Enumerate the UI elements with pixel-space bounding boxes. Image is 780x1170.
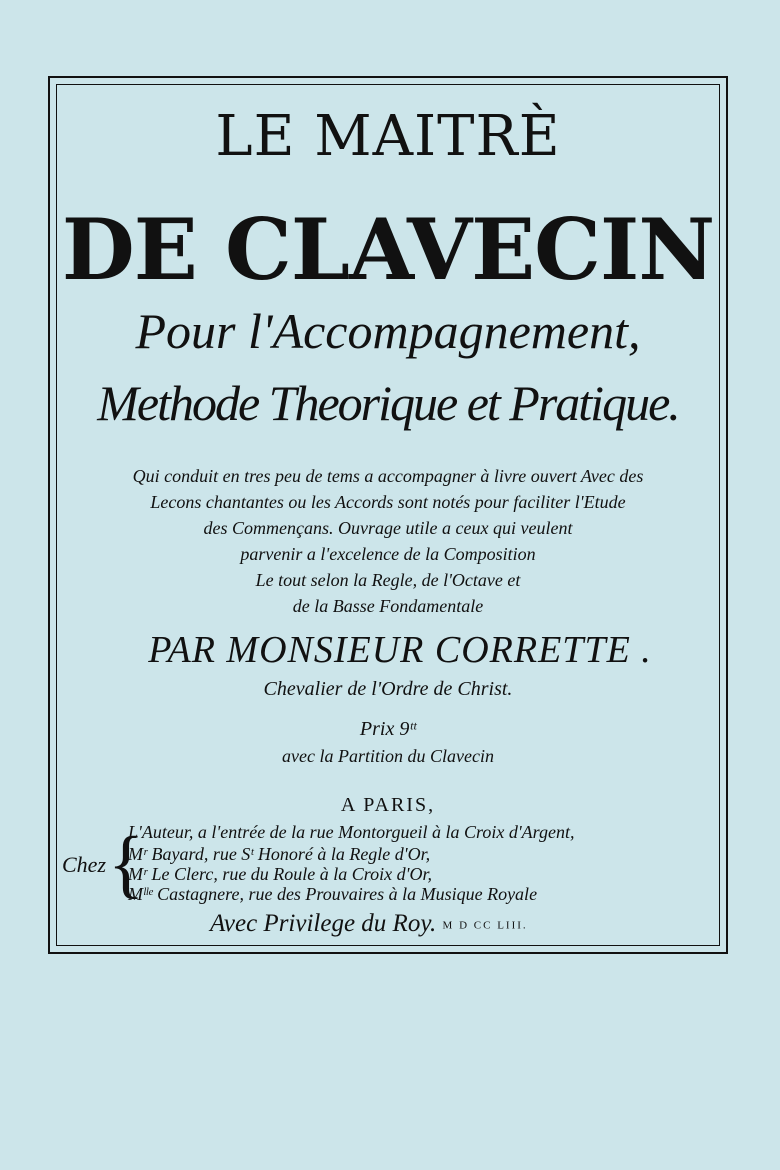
- privilege-line: [210, 910, 690, 938]
- year: M D CC LIII.: [442, 919, 528, 932]
- subtitle-line-6: de la Basse Fondamentale: [292, 596, 484, 616]
- address-line-1: L'Auteur, a l'entrée de la rue Montorgueil à la Croix d'Argent,: [128, 822, 575, 842]
- price-note: avec la Partition du Clavecin: [282, 746, 494, 766]
- subtitle-line-2: Lecons chantantes ou les Accords sont notés pour faciliter l'Etude: [150, 492, 626, 512]
- privilege-text: Avec Privilege du Roy.: [210, 910, 437, 937]
- title-line-4: Methode Theorique et Pratique.: [97, 375, 679, 431]
- subtitle-line-5: Le tout selon la Regle, de l'Octave et: [255, 570, 521, 590]
- address-line-3: Mʳ Le Clerc, rue du Roule à la Croix d'Or,: [128, 864, 432, 884]
- subtitle-line-4: parvenir a l'excelence de la Composition: [240, 544, 536, 564]
- place-line: A PARIS,: [340, 794, 436, 816]
- author-line: PAR MONSIEUR CORRETTE .: [148, 629, 652, 671]
- chez-label: Chez: [62, 852, 106, 877]
- subtitle-line-3: des Commençans. Ouvrage utile a ceux qui veulent: [203, 518, 573, 538]
- title-line-3: Pour l'Accompagnement,: [135, 303, 641, 359]
- subtitle-line-1: Qui conduit en tres peu de tems a accompagner à livre ouvert Avec des: [132, 466, 644, 486]
- title-line-1: LE MAITRÈ: [215, 104, 561, 169]
- title-line-2: DE CLAVECIN: [61, 200, 715, 299]
- address-line-2: Mʳ Bayard, rue Sᵗ Honoré à la Regle d'Or,: [128, 844, 431, 864]
- brace-icon: {: [108, 822, 145, 906]
- author-title: Chevalier de l'Ordre de Christ.: [263, 678, 513, 700]
- address-line-4: Mˡˡᵉ Castagnere, rue des Prouvaires à la Musique Royale: [128, 884, 538, 904]
- price: Prix 9ᵗᵗ: [359, 718, 417, 740]
